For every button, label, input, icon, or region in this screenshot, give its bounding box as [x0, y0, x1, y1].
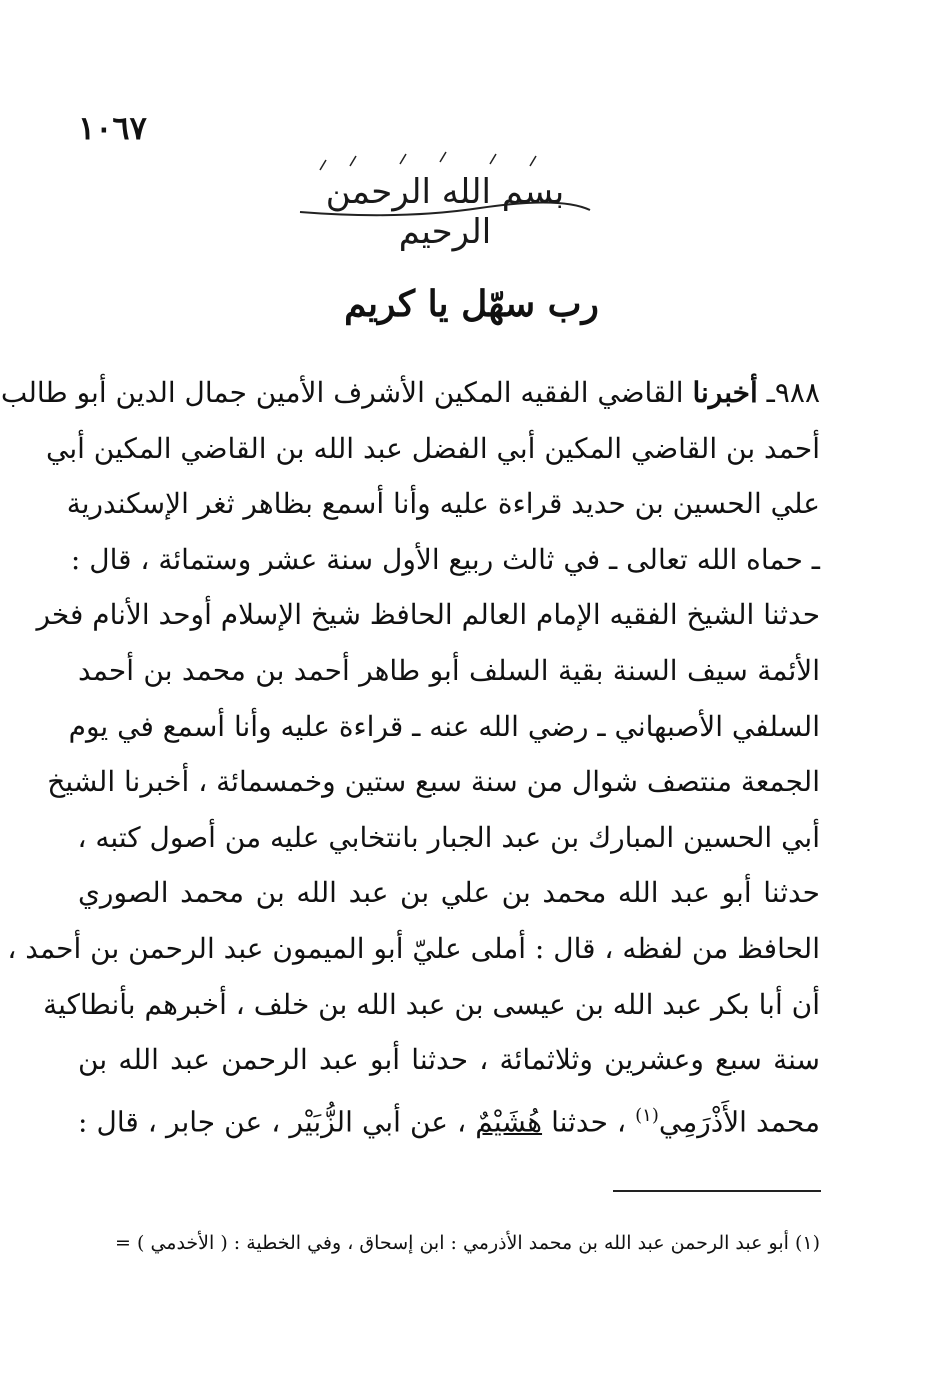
- hadith-line: أن أبا بكر عبد الله بن عيسى بن عبد الله بن خلف ، أخبرهم بأنطاكية: [43, 987, 820, 1021]
- hadith-line: الحافظ من لفظه ، قال : أملى عليّ أبو الميمون عبد الرحمن بن أحمد ،: [7, 931, 820, 965]
- hadith-line: أحمد بن القاضي المكين أبي الفضل عبد الله بن القاضي المكين أبي: [45, 431, 820, 465]
- hadith-line: ـ حماه الله تعالى ـ في ثالث ربيع الأول سنة عشر وستمائة ، قال :: [70, 542, 820, 576]
- footnote-separator: [613, 1190, 821, 1192]
- hadith-line: السلفي الأصبهاني ـ رضي الله عنه ـ قراءة عليه وأنا أسمع في يوم: [68, 709, 820, 743]
- hadith-line: الأئمة سيف السنة بقية السلف أبو طاهر أحمد بن محمد بن أحمد: [78, 653, 820, 687]
- hadith-line: حدثنا الشيخ الفقيه الإمام العالم الحافظ شيخ الإسلام أوحد الأنام فخر: [36, 598, 820, 632]
- hadith-line: سنة سبع وعشرين وثلاثمائة ، حدثنا أبو عبد الرحمن عبد الله بن: [78, 1043, 820, 1077]
- hadith-last-line: [78, 1088, 820, 1150]
- hadith-line: علي الحسين بن حديد قراءة عليه وأنا أسمع بظاهر ثغر الإسكندرية: [66, 487, 820, 521]
- page-title: رب سهّل يا كريم: [344, 283, 599, 325]
- hadith-opening-word: أخبرنا: [692, 376, 758, 409]
- hadith-body: [0, 365, 820, 1150]
- hadith-line-text: ، حدثنا: [542, 1105, 636, 1139]
- hadith-line: [0, 365, 820, 421]
- hadith-line: حدثنا أبو عبد الله محمد بن علي بن عبد الله بن محمد الصوري: [78, 876, 820, 910]
- hadith-line-text: القاضي الفقيه المكين الأشرف الأمين جمال الدين أبو طالب: [0, 376, 684, 409]
- page-number: ١٠٦٧: [78, 109, 147, 147]
- hadith-number: ٩٨٨ـ: [766, 376, 820, 409]
- hadith-line: الجمعة منتصف شوال من سنة سبع ستين وخمسمائة ، أخبرنا الشيخ: [47, 765, 820, 799]
- footnote-mark[interactable]: (١): [635, 1104, 659, 1126]
- basmala-calligraphy: [280, 150, 610, 250]
- narrator-name: محمد الأَذْرَمِي: [658, 1105, 820, 1139]
- underlined-narrator: هُشَيْمٌ: [475, 1105, 543, 1139]
- footnote: (١) أبو عبد الرحمن عبد الله بن محمد الأذرمي : ابن إسحاق ، وفي الخطية : ( الأخدمي ) =: [115, 1232, 820, 1254]
- basmala-text: بسم الله الرحمن الرحيم: [325, 172, 565, 252]
- hadith-line: أبي الحسين المبارك بن عبد الجبار بانتخابي عليه من أصول كتبه ،: [77, 820, 820, 854]
- hadith-line-text: ، عن أبي الزُّبَيْر ، عن جابر ، قال :: [78, 1105, 476, 1139]
